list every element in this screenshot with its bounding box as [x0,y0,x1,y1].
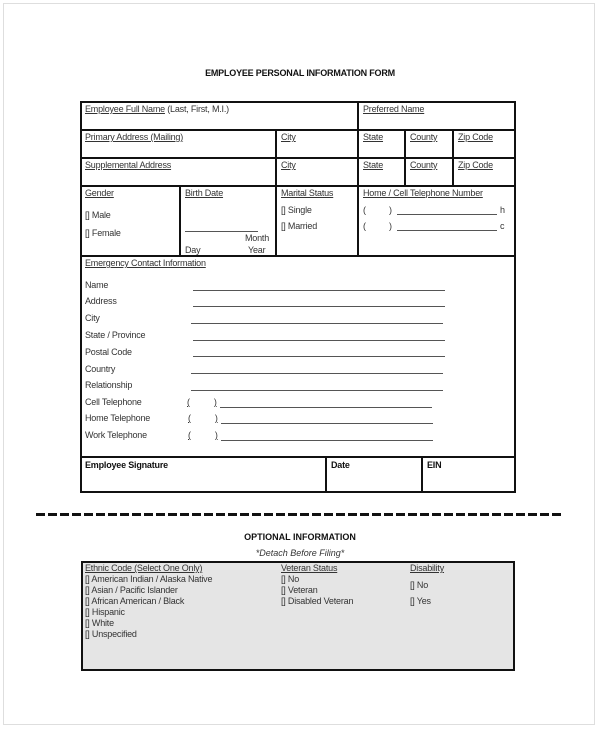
emergency-relationship-label: Relationship [85,380,133,390]
emergency-address-input[interactable] [193,306,445,307]
disability-option-no[interactable]: [] No [410,580,429,590]
col-divider [404,129,406,187]
primary-state-field[interactable]: State [363,132,384,142]
ethnic-option-african-american[interactable]: [] African American / Black [85,596,185,606]
ethnic-option-white[interactable]: [] White [85,618,114,628]
home-phone-area-close: ) [389,205,392,215]
primary-address-field[interactable]: Primary Address (Mailing) [85,132,184,142]
emergency-contact-heading: Emergency Contact Information [85,258,206,268]
birth-day-label: Day [185,245,201,255]
emergency-cell-phone-input[interactable] [220,407,432,408]
ethnic-code-heading: Ethnic Code (Select One Only) [85,563,203,573]
ethnic-option-hispanic[interactable]: [] Hispanic [85,607,125,617]
emergency-country-input[interactable] [191,373,443,374]
col-divider [179,185,181,257]
supplemental-address-field[interactable]: Supplemental Address [85,160,172,170]
row-divider [80,255,516,257]
col-divider [357,101,359,257]
primary-zip-field[interactable]: Zip Code [458,132,493,142]
birth-date-input-line[interactable] [185,231,258,232]
emergency-state-label: State / Province [85,330,146,340]
disability-heading: Disability [410,563,445,573]
emergency-name-label: Name [85,280,109,290]
supplemental-city-field[interactable]: City [281,160,296,170]
cell-phone-area-close: ) [389,221,392,231]
emergency-city-input[interactable] [191,323,443,324]
supplemental-state-field[interactable]: State [363,160,384,170]
cell-phone-input-line[interactable] [397,230,497,231]
emergency-name-input[interactable] [193,290,445,291]
veteran-status-heading: Veteran Status [281,563,338,573]
emergency-work-area-code[interactable]: ( ) [188,430,218,440]
col-divider [452,129,454,187]
optional-info-title: OPTIONAL INFORMATION [244,532,356,542]
ethnic-option-american-indian[interactable]: [] American Indian / Alaska Native [85,574,213,584]
marital-status-label: Marital Status [281,188,334,198]
emergency-address-label: Address [85,296,117,306]
ethnic-option-unspecified[interactable]: [] Unspecified [85,629,137,639]
table-border-left [80,101,82,493]
veteran-option-veteran[interactable]: [] Veteran [281,585,318,595]
full-name-label: Employee Full Name [85,104,165,114]
ethnic-option-asian[interactable]: [] Asian / Pacific Islander [85,585,178,595]
col-divider [275,129,277,257]
detach-note: *Detach Before Filing* [255,548,345,558]
emergency-postal-input[interactable] [193,356,445,357]
row-divider [80,129,516,131]
gender-male-checkbox[interactable]: [] Male [85,210,111,220]
table-border-bottom [80,491,516,493]
emergency-work-phone-label: Work Telephone [85,430,147,440]
emergency-city-label: City [85,313,100,323]
full-name-field[interactable] [85,104,229,114]
home-phone-suffix: h [500,205,505,215]
emergency-cell-phone-label: Cell Telephone [85,397,142,407]
emergency-home-phone-label: Home Telephone [85,413,151,423]
birth-month-label: Month [245,233,270,243]
birth-date-label: Birth Date [185,188,224,198]
row-divider [80,456,516,458]
home-phone-area-open: ( [363,205,366,215]
gender-label: Gender [85,188,114,198]
cell-phone-suffix: c [500,221,505,231]
home-phone-input-line[interactable] [397,214,497,215]
row-divider [80,185,516,187]
veteran-option-disabled[interactable]: [] Disabled Veteran [281,596,354,606]
employee-signature-field[interactable]: Employee Signature [85,460,168,470]
veteran-option-no[interactable]: [] No [281,574,300,584]
col-divider [421,456,423,493]
emergency-work-phone-input[interactable] [221,440,433,441]
col-divider [325,456,327,493]
gender-female-checkbox[interactable]: [] Female [85,228,121,238]
detach-dashed-line [36,513,564,516]
emergency-postal-label: Postal Code [85,347,132,357]
ein-field[interactable]: EIN [427,460,442,470]
emergency-state-input[interactable] [193,340,445,341]
disability-option-yes[interactable]: [] Yes [410,596,431,606]
table-border-top [80,101,516,103]
full-name-hint: (Last, First, M.I.) [164,104,229,114]
cell-phone-area-open: ( [363,221,366,231]
preferred-name-field[interactable]: Preferred Name [363,104,425,114]
form-title: EMPLOYEE PERSONAL INFORMATION FORM [205,68,395,78]
primary-city-field[interactable]: City [281,132,296,142]
table-border-right [514,101,516,493]
marital-single-checkbox[interactable]: [] Single [281,205,312,215]
marital-married-checkbox[interactable]: [] Married [281,221,318,231]
supplemental-zip-field[interactable]: Zip Code [458,160,493,170]
emergency-country-label: Country [85,364,116,374]
birth-year-label: Year [248,245,266,255]
supplemental-county-field[interactable]: County [410,160,438,170]
date-field[interactable]: Date [331,460,350,470]
primary-county-field[interactable]: County [410,132,438,142]
emergency-relationship-input[interactable] [191,390,443,391]
emergency-home-phone-input[interactable] [221,423,433,424]
home-cell-phone-label: Home / Cell Telephone Number [363,188,483,198]
emergency-home-area-code[interactable]: ( ) [188,413,218,423]
row-divider [80,157,516,159]
emergency-cell-area-code[interactable]: ( ) [187,397,217,407]
